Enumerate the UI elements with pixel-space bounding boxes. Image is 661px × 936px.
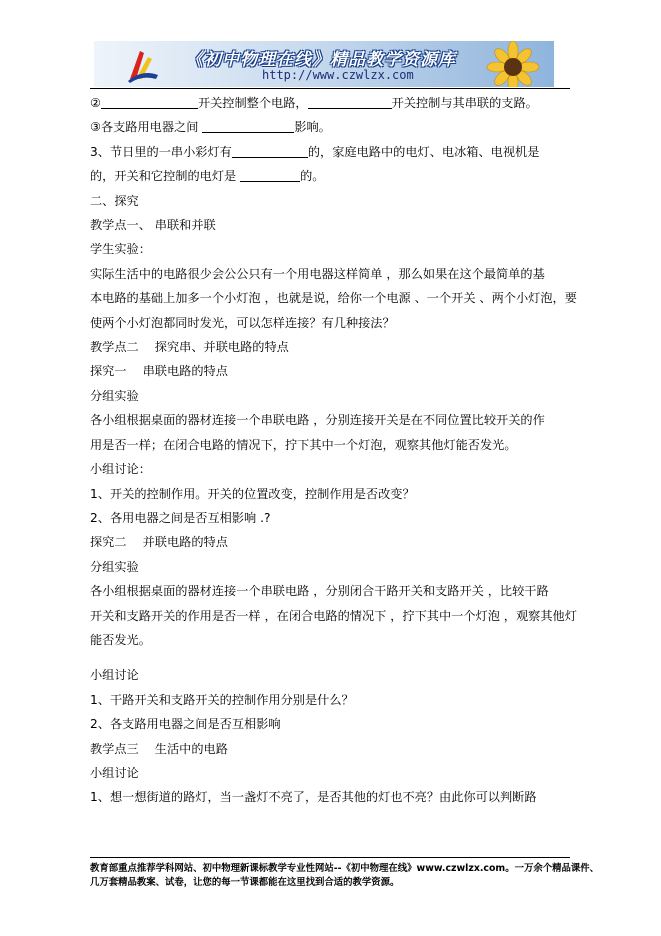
section-heading: 教学点一、 串联和并联	[90, 218, 216, 233]
document-body	[90, 91, 577, 810]
paragraph: 能否发光。	[90, 632, 151, 647]
page-footer	[90, 862, 599, 890]
section-heading: 教学点二 探究串、并联电路的特点	[90, 340, 289, 355]
logo-icon	[126, 45, 160, 83]
paragraph: 实际生活中的电路很少会公公只有一个用电器这样简单 ，那么如果在这个最简单的基	[90, 266, 545, 281]
paragraph: 本电路的基础上加多一个小灯泡 ，也就是说，给你一个电源 、一个开关 、两个小灯泡，要	[90, 291, 577, 306]
list-item: 1、开关的控制作用。开关的位置改变，控制作用是否改变？	[90, 486, 415, 501]
banner-url: http://www.czwlzx.com	[262, 68, 414, 82]
header-rule	[90, 88, 570, 89]
footer-line: 几万套精品教案、试卷，让您的每一节课都能在这里找到合适的教学资源。	[90, 877, 400, 888]
paragraph: 学生实验：	[90, 242, 151, 257]
paragraph: 分组实验	[90, 388, 139, 403]
list-item: 2、各支路用电器之间是否互相影响	[90, 717, 281, 732]
paragraph: 各小组根据桌面的器材连接一个串联电路 ，分别连接开关是在不同位置比较开关的作	[90, 413, 545, 428]
paragraph: 小组讨论	[90, 765, 139, 780]
footer-line: 教育部重点推荐学科网站、初中物理新课标教学专业性网站--《初中物理在线》www.czwlzx.com。一万余个精品课件、	[90, 863, 599, 874]
paragraph: ② 开关控制整个电路， 开关控制与其串联的支路。	[90, 96, 538, 110]
paragraph: 小组讨论	[90, 668, 139, 683]
paragraph: 用是否一样；在闭合电路的情况下，拧下其中一个灯泡，观察其他灯能否发光。	[90, 437, 517, 452]
spacer	[90, 652, 572, 663]
section-heading: 二、探究	[90, 193, 139, 208]
banner-title: 《初中物理在线》精品教学资源库	[186, 50, 456, 70]
paragraph: 开关和支路开关的作用是否一样 ，在闭合电路的情况下 ，拧下其中一个灯泡 ，观察其他灯	[90, 608, 577, 623]
list-item: 1、干路开关和支路开关的控制作用分别是什么？	[90, 692, 354, 707]
paragraph: 各小组根据桌面的器材连接一个串联电路 ，分别闭合干路开关和支路开关 ，比较干路	[90, 584, 549, 599]
paragraph: 3、节日里的一串小彩灯有 的，家庭电路中的电灯、电冰箱、电视机是	[90, 144, 540, 159]
footer-rule	[90, 857, 570, 858]
section-heading: 教学点三 生活中的电路	[90, 741, 228, 756]
section-heading: 探究二 并联电路的特点	[90, 535, 228, 550]
list-item: 2、各用电器之间是否互相影响 .?	[90, 510, 271, 525]
sunflower-icon	[478, 41, 548, 87]
list-item: 1、想一想街道的路灯，当一盏灯不亮了，是否其他的灯也不亮？由此你可以判断路	[90, 790, 537, 805]
paragraph: 小组讨论：	[90, 462, 151, 477]
paragraph: 分组实验	[90, 559, 139, 574]
paragraph: 使两个小灯泡都同时发光，可以怎样连接？有几种接法？	[90, 315, 395, 330]
section-heading: 探究一 串联电路的特点	[90, 364, 228, 379]
paragraph: ③各支路用电器之间 影响。	[90, 120, 331, 135]
header-banner	[94, 41, 554, 87]
paragraph: 的，开关和它控制的电灯是 的。	[90, 169, 325, 184]
